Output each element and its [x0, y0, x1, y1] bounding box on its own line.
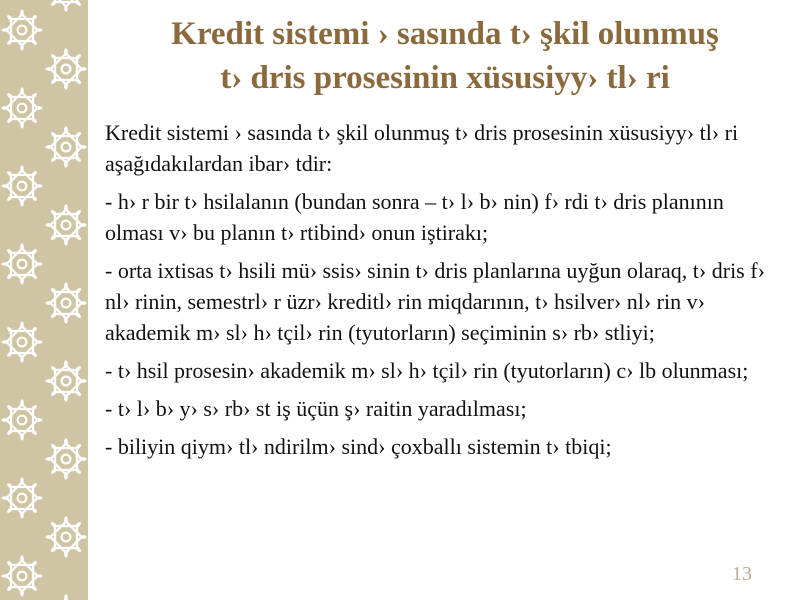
page-number: 13: [732, 563, 752, 585]
ornament-star-icon: [0, 0, 88, 600]
ornament-star: [45, 282, 86, 323]
title-line-2: t› dris prosesinin xüsusiyy› tl› ri: [220, 60, 670, 96]
ornament-star: [1, 321, 42, 362]
paragraph: - h› r bir t› hsilalanın (bundan sonra – t› l› b› nin) f› rdi t› dris planının olması v› bu planın t› rtibind› onun iştirakı;: [105, 189, 724, 245]
ornament-star: [1, 87, 42, 128]
ornament-star: [45, 126, 86, 167]
slide-title: [100, 12, 790, 100]
slide-body: [105, 117, 785, 469]
ornament-star: [1, 399, 42, 440]
ornament-star: [45, 594, 86, 600]
ornament-star: [45, 0, 86, 12]
paragraph: - t› l› b› y› s› rb› st iş üçün ş› raitin yaradılması;: [105, 396, 527, 421]
ornament-star: [1, 477, 42, 518]
ornament-star: [1, 9, 42, 50]
paragraph: - biliyin qiym› tl› ndirilm› sind› çoxballı sistemin t› tbiqi;: [105, 434, 612, 459]
ornament-star: [45, 360, 86, 401]
paragraph: - orta ixtisas t› hsili mü› ssis› sinin t› dris planlarına uyğun olaraq, t› dris f› nl› rinin, semestrl› r üzr› kreditl› rin miqdarının, t› hsilver› nl› rin v› akademik m› sl› h› tçil› rin (tyutorların) seçiminin s› rb› stliyi;: [105, 258, 765, 345]
paragraph: - t› hsil prosesin› akademik m› sl› h› tçil› rin (tyutorların) c› lb olunması;: [105, 358, 749, 383]
title-line-1: Kredit sistemi › sasında t› şkil olunmuş: [171, 16, 719, 52]
ornament-star: [1, 555, 42, 596]
ornament-star: [45, 516, 86, 557]
ornament-star: [45, 48, 86, 89]
ornament-star: [1, 165, 42, 206]
sidebar-ornament: [0, 0, 88, 600]
ornament-star: [1, 243, 42, 284]
ornament-star: [45, 438, 86, 479]
ornament-star: [45, 204, 86, 245]
paragraph: Kredit sistemi › sasında t› şkil olunmuş t› dris prosesinin xüsusiyy› tl› ri aşağıdakılardan ibar› tdir:: [105, 120, 739, 176]
